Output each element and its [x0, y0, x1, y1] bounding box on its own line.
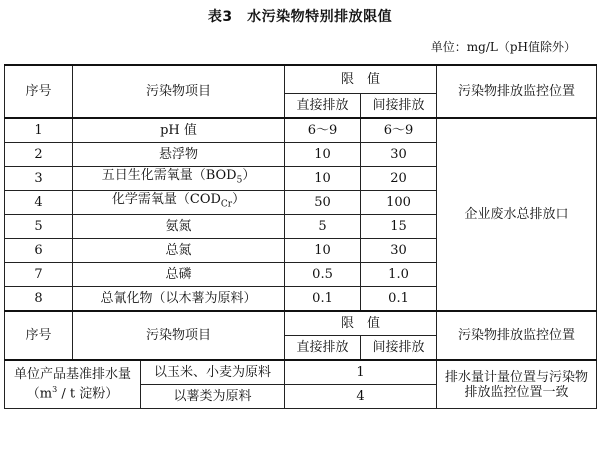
value-potato: 4 [285, 385, 437, 409]
row-index: 6 [5, 239, 73, 263]
row-index: 4 [5, 191, 73, 215]
row-indirect: 6～9 [361, 118, 437, 143]
base-drainage-label-line2 [7, 382, 138, 401]
row-direct: 10 [285, 167, 361, 191]
row-index: 8 [5, 287, 73, 312]
row-indirect: 30 [361, 143, 437, 167]
row-item-end: ） [242, 168, 256, 184]
row-item-main: 化学需氧量（COD [111, 192, 221, 208]
row-item-main: 五日生化需氧量（BOD [101, 168, 237, 184]
row-index: 2 [5, 143, 73, 167]
row-direct: 50 [285, 191, 361, 215]
unit-note: 单位：mg/L（pH值除外） [430, 40, 576, 54]
row-indirect: 30 [361, 239, 437, 263]
header-item-2: 污染物项目 [73, 311, 285, 360]
row-item: pH 值 [73, 118, 285, 143]
row-item-subscript: Cr [220, 199, 233, 210]
row-item [73, 191, 285, 215]
row-index: 1 [5, 118, 73, 143]
header-indirect-2: 间接排放 [361, 336, 437, 361]
material-corn-wheat: 以玉米、小麦为原料 [141, 360, 285, 385]
drainage-row-1 [5, 360, 597, 385]
header-index: 序号 [5, 65, 73, 118]
row-item-subscript: 5 [236, 175, 243, 186]
row-item: 氨氮 [73, 215, 285, 239]
row-direct: 0.1 [285, 287, 361, 312]
drainage-monitor-location: 排水量计量位置与污染物排放监控位置一致 [437, 360, 597, 409]
header-limit: 限 值 [285, 65, 437, 94]
row-item-end: ） [232, 192, 246, 208]
table-title: 表3 水污染物特别排放限值 [207, 9, 393, 25]
row-direct: 0.5 [285, 263, 361, 287]
header-monitor: 污染物排放监控位置 [437, 65, 597, 118]
row-index: 5 [5, 215, 73, 239]
header-direct-2: 直接排放 [285, 336, 361, 361]
material-potato: 以薯类为原料 [141, 385, 285, 409]
header-row-1 [5, 65, 597, 94]
unit-post: / t 淀粉） [57, 386, 119, 402]
unit-pre: （m [26, 386, 53, 402]
row-item: 总氰化物（以木薯为原料） [73, 287, 285, 312]
emission-limits-table [4, 64, 597, 409]
header-item: 污染物项目 [73, 65, 285, 118]
row-direct: 5 [285, 215, 361, 239]
header-row-3 [5, 311, 597, 336]
base-drainage-label [5, 360, 141, 409]
row-item: 悬浮物 [73, 143, 285, 167]
table-row [5, 118, 597, 143]
header-indirect: 间接排放 [361, 94, 437, 119]
header-direct: 直接排放 [285, 94, 361, 119]
row-index: 7 [5, 263, 73, 287]
base-drainage-label-line1: 单位产品基准排水量 [13, 367, 131, 383]
unit-sup: 3 [52, 385, 58, 395]
header-index-2: 序号 [5, 311, 73, 360]
row-indirect: 0.1 [361, 287, 437, 312]
row-item [73, 167, 285, 191]
value-corn-wheat: 1 [285, 360, 437, 385]
monitor-location-1: 企业废水总排放口 [437, 118, 597, 311]
row-indirect: 15 [361, 215, 437, 239]
header-limit-2: 限 值 [285, 311, 437, 336]
row-index: 3 [5, 167, 73, 191]
row-direct: 6～9 [285, 118, 361, 143]
row-direct: 10 [285, 143, 361, 167]
row-indirect: 100 [361, 191, 437, 215]
row-indirect: 20 [361, 167, 437, 191]
header-monitor-2: 污染物排放监控位置 [437, 311, 597, 360]
row-item: 总氮 [73, 239, 285, 263]
row-item: 总磷 [73, 263, 285, 287]
row-direct: 10 [285, 239, 361, 263]
row-indirect: 1.0 [361, 263, 437, 287]
